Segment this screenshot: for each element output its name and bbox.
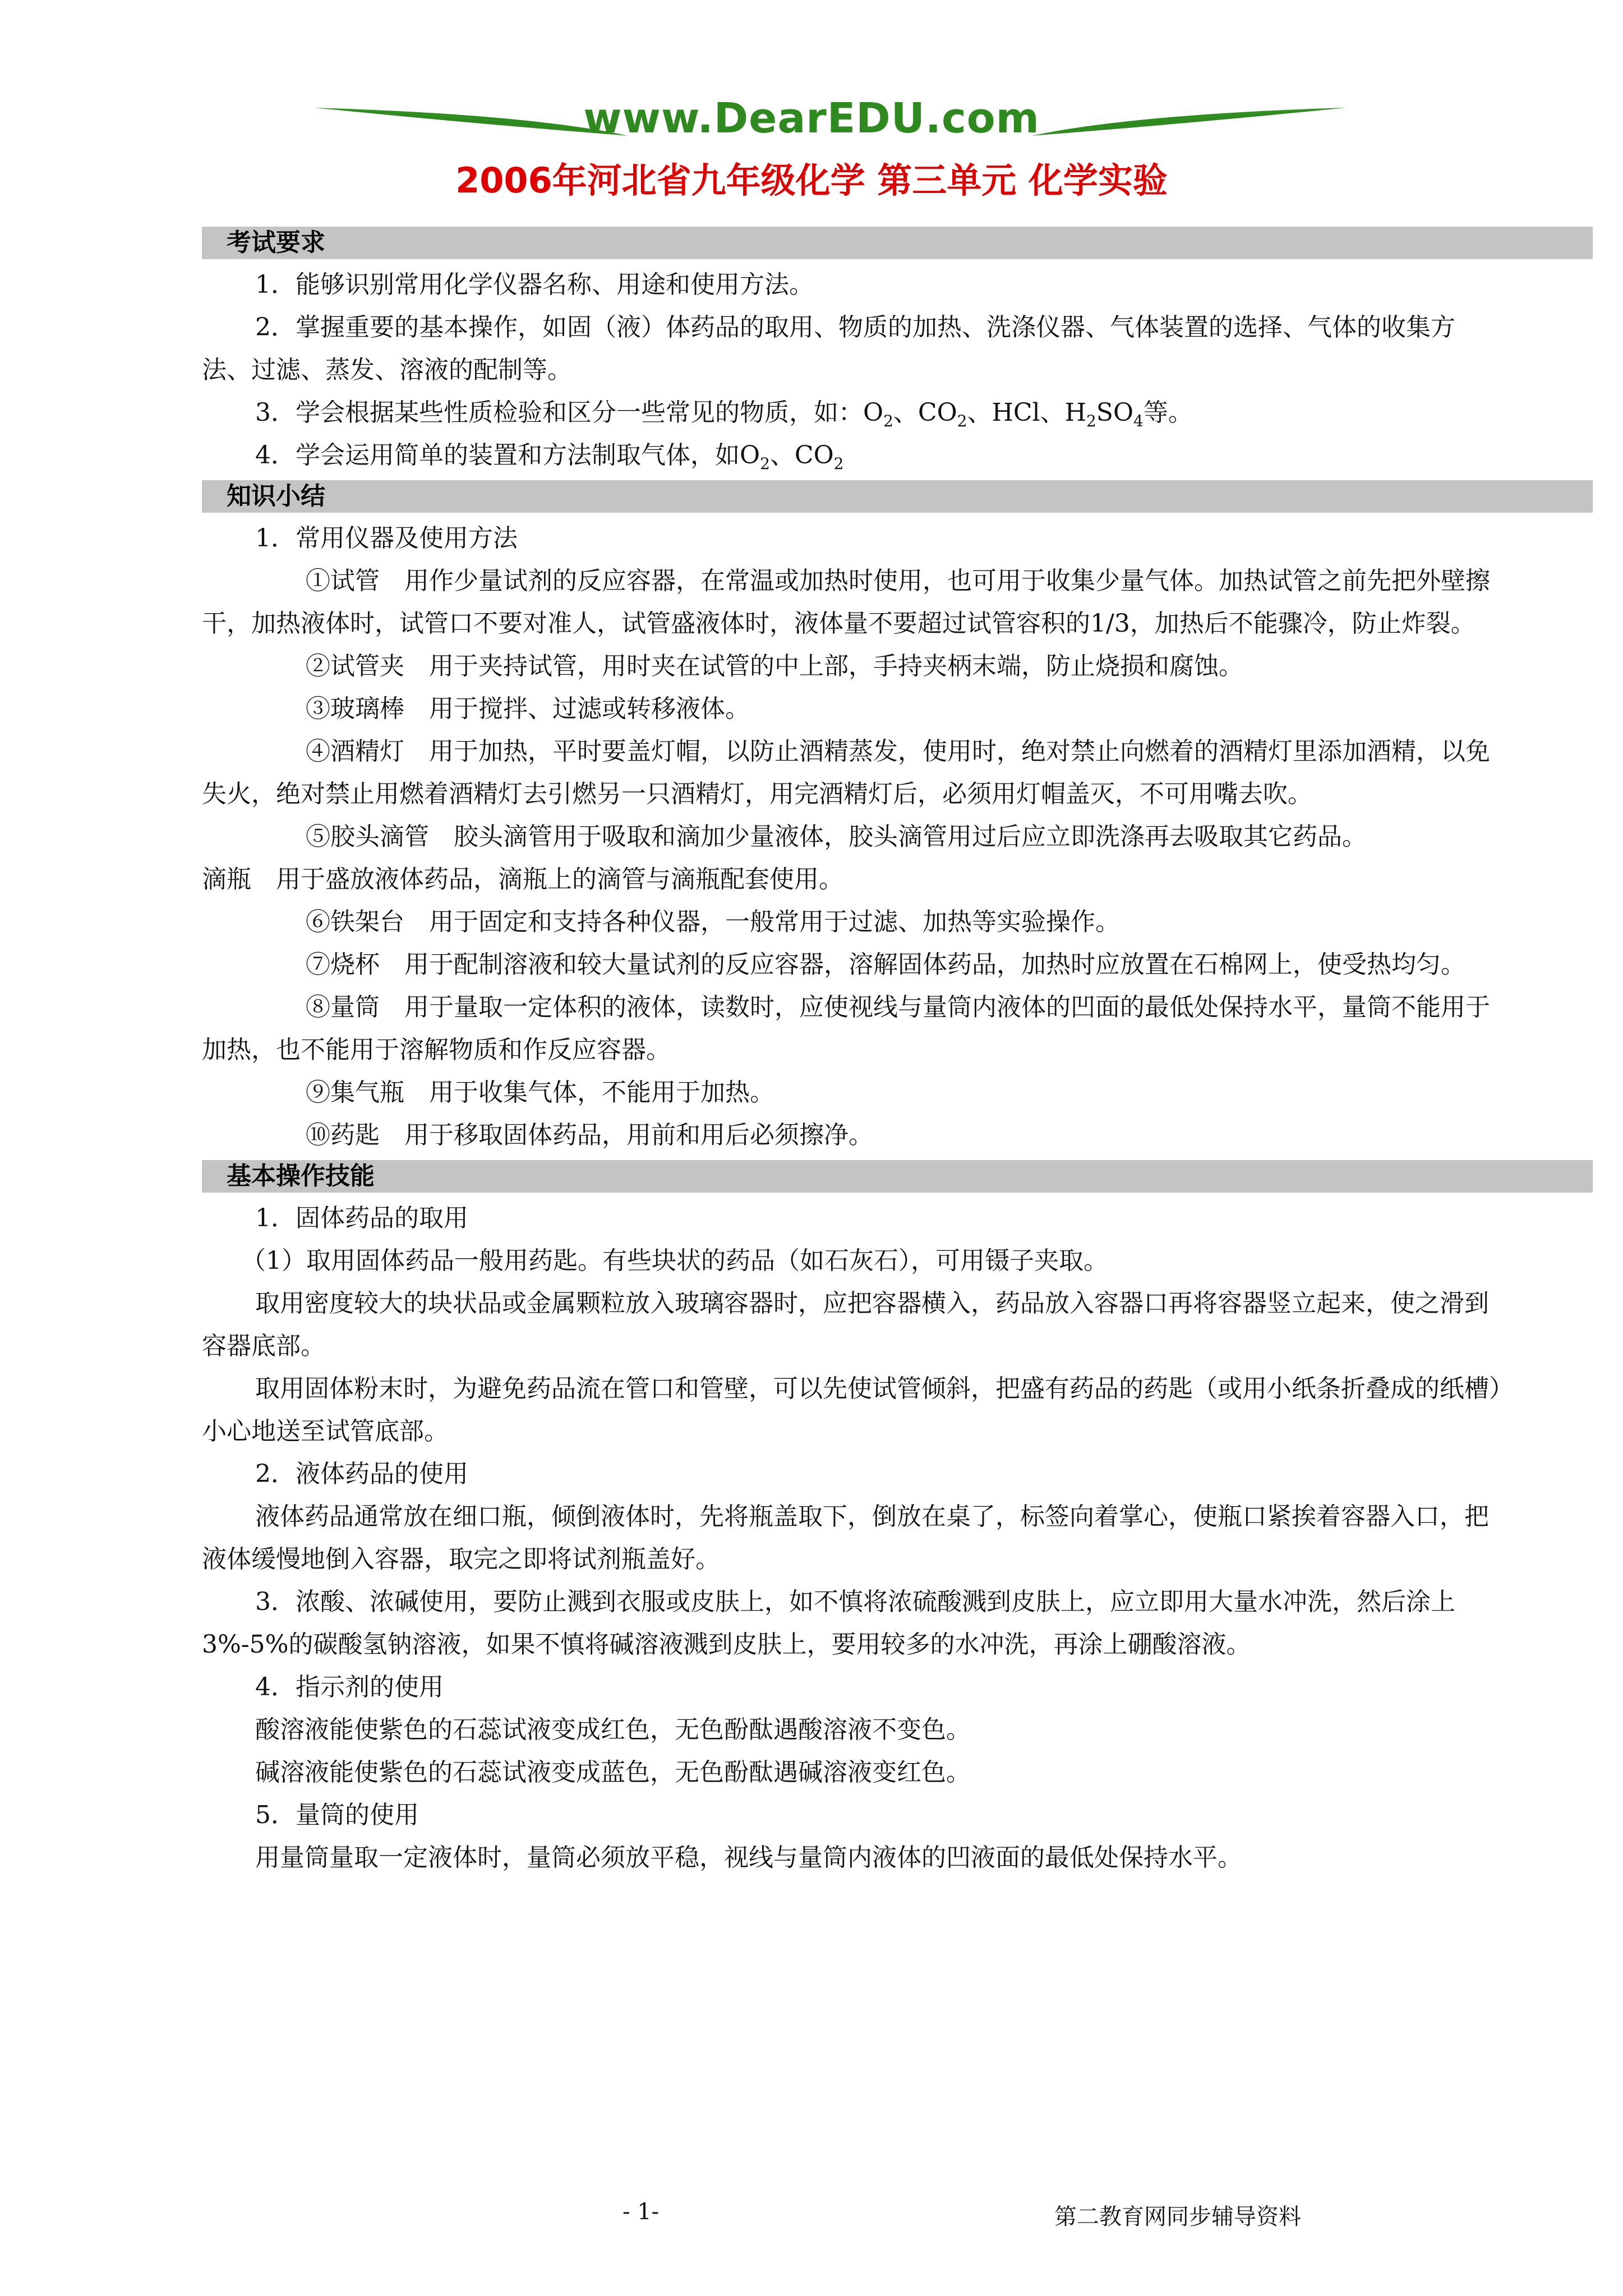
paragraph: ④酒精灯 用于加热，平时要盖灯帽，以防止酒精蒸发，使用时，绝对禁止向燃着的酒精灯里添加酒精，以免失火，绝对禁止用燃着酒精灯去引燃另一只酒精灯，用完酒精灯后，必须用灯帽盖灭，不可用嘴去吹。 bbox=[202, 737, 1490, 808]
paragraph: ②试管夹 用于夹持试管，用时夹在试管的中上部，手持夹柄末端，防止烧损和腐蚀。 bbox=[306, 652, 1243, 680]
paragraph: ①试管 用作少量试剂的反应容器，在常温或加热时使用，也可用于收集少量气体。加热试管之前先把外壁擦干，加热液体时，试管口不要对准人，试管盛液体时，液体量不要超过试管容积的1/3，加热后不能骤冷，防止炸裂。 bbox=[202, 567, 1490, 638]
paragraph: 碱溶液能使紫色的石蕊试液变成蓝色，无色酚酞遇碱溶液变红色。 bbox=[255, 1758, 971, 1787]
paragraph: ⑥铁架台 用于固定和支持各种仪器，一般常用于过滤、加热等实验操作。 bbox=[306, 908, 1120, 936]
paragraph: 5．量筒的使用 bbox=[255, 1801, 419, 1829]
paragraph: 用量筒量取一定液体时，量筒必须放平稳，视线与量筒内液体的凹液面的最低处保持水平。 bbox=[255, 1843, 1242, 1872]
paragraph: （1）取用固体药品一般用药匙。有些块状的药品（如石灰石），可用镊子夹取。 bbox=[241, 1246, 1108, 1275]
paragraph: 3．学会根据某些性质检验和区分一些常见的物质，如：$O_2$、$CO_2$、HCl、$H_2SO_4$等。 bbox=[255, 398, 1193, 430]
document-body bbox=[202, 223, 1593, 1879]
paragraph: 1．能够识别常用化学仪器名称、用途和使用方法。 bbox=[255, 270, 814, 299]
paragraph: 3．浓酸、浓碱使用，要防止溅到衣服或皮肤上，如不慎将浓硫酸溅到皮肤上，应立即用大量水冲洗，然后涂上3%-5%的碳酸氢钠溶液，如果不慎将碱溶液溅到皮肤上，要用较多的水冲洗，再涂上硼酸溶液。 bbox=[202, 1588, 1455, 1659]
paragraph: 酸溶液能使紫色的石蕊试液变成红色，无色酚酞遇酸溶液不变色。 bbox=[255, 1715, 971, 1744]
paragraph: 滴瓶 用于盛放液体药品，滴瓶上的滴管与滴瓶配套使用。 bbox=[202, 865, 843, 894]
document-title: 2006年河北省九年级化学 第三单元 化学实验 bbox=[455, 160, 1168, 201]
section-heading: 知识小结 bbox=[202, 480, 1593, 513]
paragraph: ⑤胶头滴管 胶头滴管用于吸取和滴加少量液体，胶头滴管用过后应立即洗涤再去吸取其它药品。 bbox=[306, 822, 1367, 851]
paragraph: ③玻璃棒 用于搅拌、过滤或转移液体。 bbox=[306, 694, 750, 723]
paragraph: 4．学会运用简单的装置和方法制取气体，如$O_2$、$CO_2$ bbox=[255, 441, 844, 473]
paragraph: 取用固体粉末时，为避免药品流在管口和管壁，可以先使试管倾斜，把盛有药品的药匙（或用小纸条折叠成的纸槽）小心地送至试管底部。 bbox=[202, 1374, 1501, 1446]
paragraph: 取用密度较大的块状品或金属颗粒放入玻璃容器时，应把容器横入，药品放入容器口再将容器竖立起来，使之滑到容器底部。 bbox=[202, 1289, 1489, 1360]
paragraph: 1．固体药品的取用 bbox=[255, 1204, 468, 1232]
footer-source: 第二教育网同步辅导资料 bbox=[1054, 2204, 1301, 2230]
paragraph: ⑨集气瓶 用于收集气体，不能用于加热。 bbox=[306, 1078, 774, 1107]
paragraph: 4．指示剂的使用 bbox=[255, 1673, 444, 1701]
section-heading: 基本操作技能 bbox=[202, 1160, 1593, 1193]
page-number: - 1- bbox=[623, 2199, 660, 2225]
section-heading: 考试要求 bbox=[202, 227, 1593, 259]
paragraph: ⑦烧杯 用于配制溶液和较大量试剂的反应容器，溶解固体药品，加热时应放置在石棉网上，使受热均匀。 bbox=[306, 950, 1465, 979]
paragraph: ⑩药匙 用于移取固体药品，用前和用后必须擦净。 bbox=[306, 1121, 873, 1149]
paragraph: 1．常用仪器及使用方法 bbox=[255, 524, 518, 553]
paragraph: 2．掌握重要的基本操作，如固（液）体药品的取用、物质的加热、洗涤仪器、气体装置的选择、气体的收集方法、过滤、蒸发、溶液的配制等。 bbox=[202, 313, 1455, 384]
paragraph: 2．液体药品的使用 bbox=[255, 1460, 468, 1488]
site-name[interactable]: www.DearEDU.com bbox=[583, 94, 1040, 142]
paragraph: ⑧量筒 用于量取一定体积的液体，读数时，应使视线与量筒内液体的凹面的最低处保持水平，量筒不能用于加热，也不能用于溶解物质和作反应容器。 bbox=[202, 993, 1490, 1064]
paragraph: 液体药品通常放在细口瓶，倾倒液体时，先将瓶盖取下，倒放在桌了，标签向着掌心，使瓶口紧挨着容器入口，把液体缓慢地倒入容器，取完之即将试剂瓶盖好。 bbox=[202, 1502, 1489, 1573]
